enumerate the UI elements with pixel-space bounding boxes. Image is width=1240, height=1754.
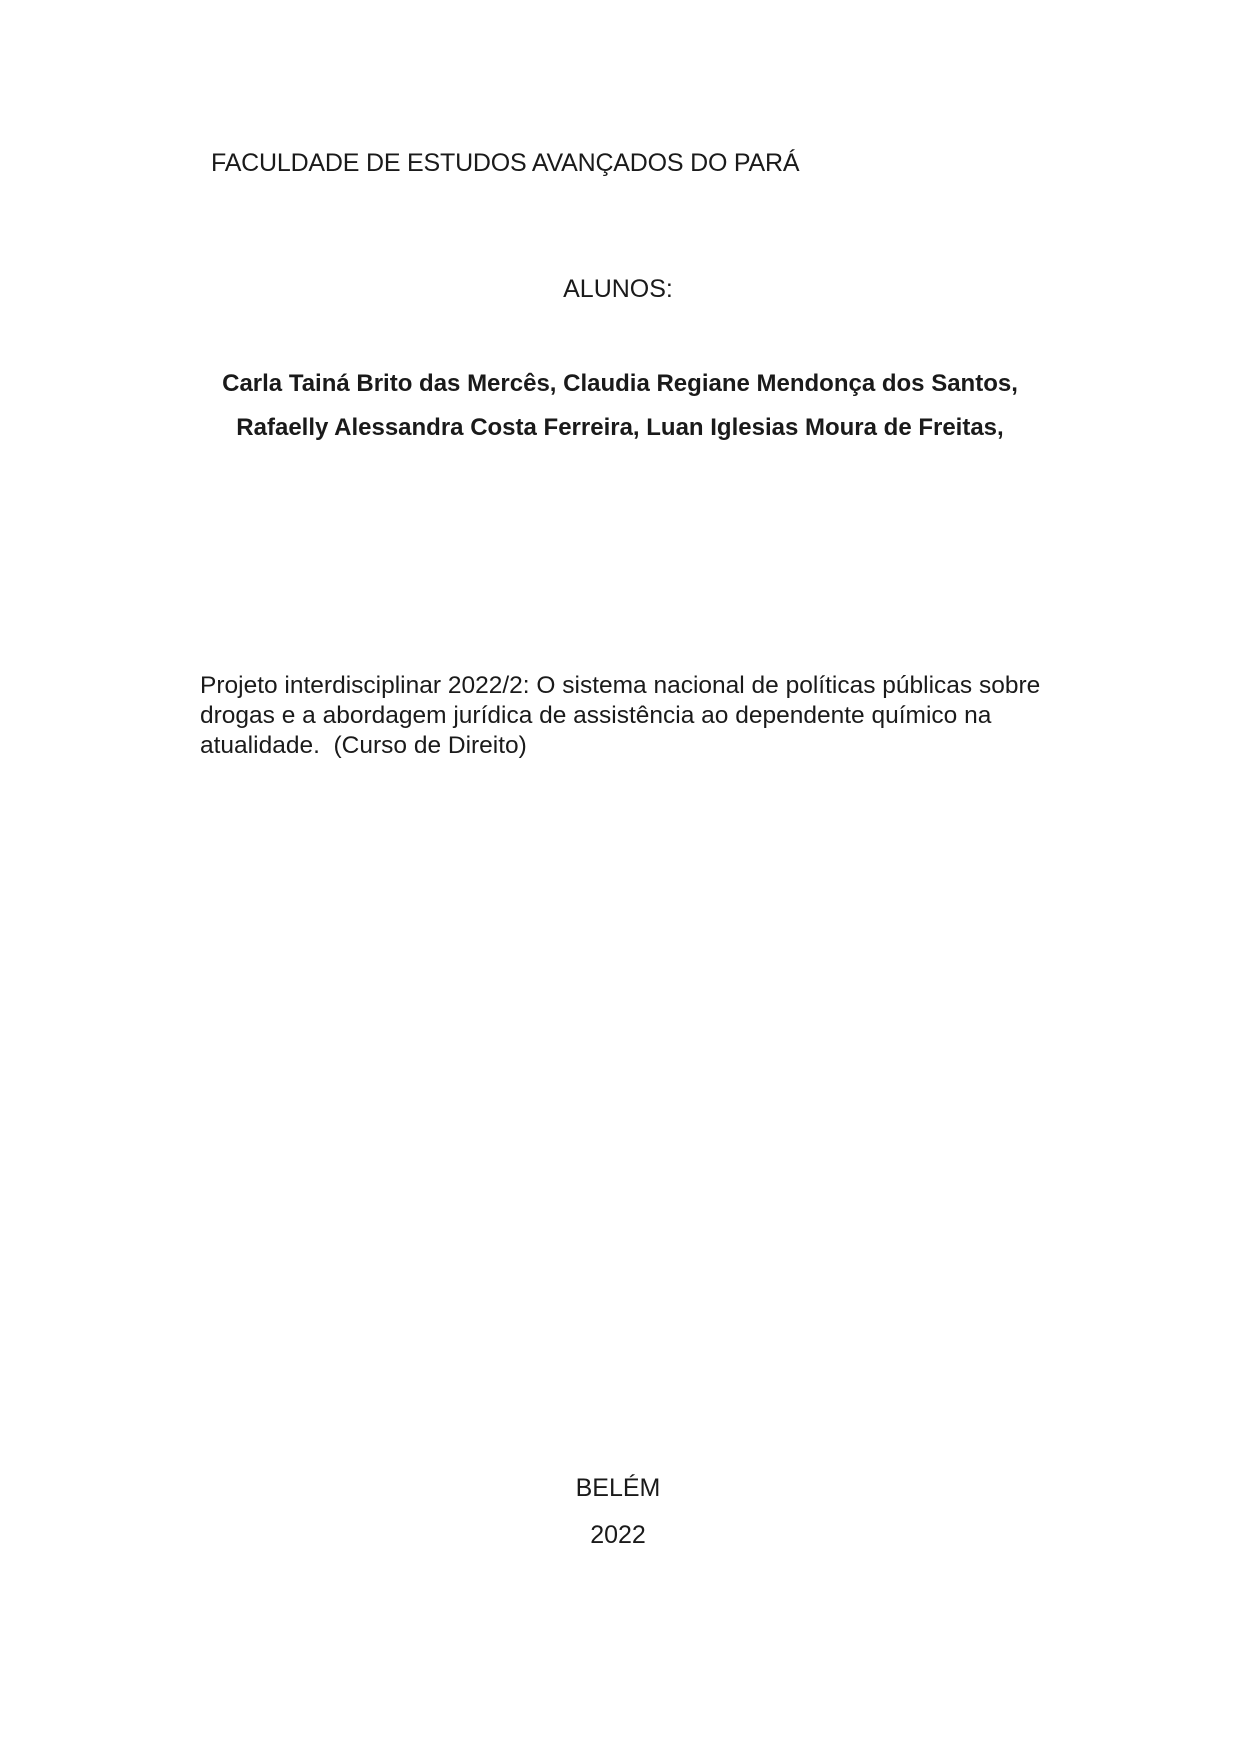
project-title-line: drogas e a abordagem jurídica de assistência ao dependente químico na: [200, 702, 992, 729]
institution-name: FACULDADE DE ESTUDOS AVANÇADOS DO PARÁ: [211, 149, 800, 177]
year-wrapper: [0, 1517, 1240, 1553]
student-names: [180, 362, 1060, 450]
city: BELÉM: [575, 1474, 661, 1502]
city-wrapper: [0, 1470, 1240, 1506]
project-title: [200, 671, 1100, 761]
project-title-line: atualidade. (Curso de Direito): [200, 732, 527, 759]
year: 2022: [590, 1521, 646, 1549]
student-names-line: Rafaelly Alessandra Costa Ferreira, Luan Iglesias Moura de Freitas,: [236, 414, 1004, 441]
students-heading-wrapper: [0, 271, 1240, 307]
student-names-line: Carla Tainá Brito das Mercês, Claudia Regiane Mendonça dos Santos,: [222, 370, 1018, 397]
project-title-line: Projeto interdisciplinar 2022/2: O sistema nacional de políticas públicas sobre: [200, 672, 1041, 699]
students-heading: ALUNOS:: [563, 275, 673, 303]
